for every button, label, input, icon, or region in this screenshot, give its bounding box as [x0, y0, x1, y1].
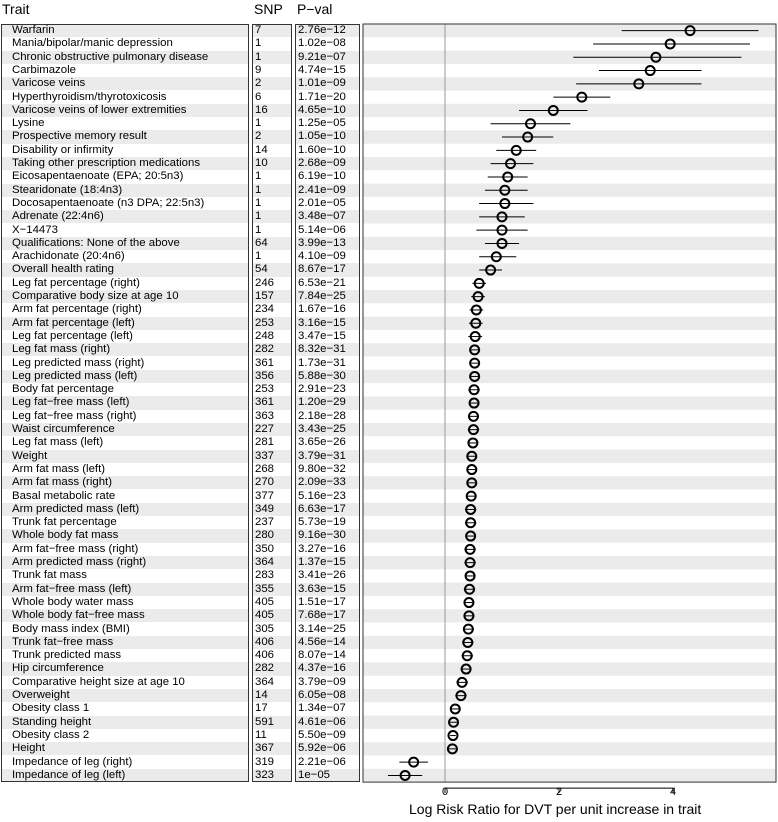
- snp-cell: 2: [252, 130, 292, 143]
- pval-cell: 1.25e−05: [295, 117, 360, 130]
- trait-cell: Basal metabolic rate: [1, 490, 249, 503]
- pval-cell: 1.05e−10: [295, 130, 360, 143]
- snp-cell: 282: [252, 662, 292, 675]
- trait-cell: Height: [1, 742, 249, 755]
- pval-cell: 3.47e−15: [295, 330, 360, 343]
- plot-row-stripe: [363, 157, 776, 170]
- pval-cell: 1.37e−15: [295, 556, 360, 569]
- snp-cell: 64: [252, 237, 292, 250]
- trait-cell: Impedance of leg (left): [1, 769, 249, 782]
- snp-cell: 1: [252, 224, 292, 237]
- snp-cell: 2: [252, 77, 292, 90]
- trait-cell: Trunk fat mass: [1, 569, 249, 582]
- snp-cell: 405: [252, 596, 292, 609]
- trait-cell: Obesity class 1: [1, 702, 249, 715]
- pval-cell: 5.92e−06: [295, 742, 360, 755]
- x-tick-label: 4: [670, 786, 677, 798]
- trait-cell: Arm predicted mass (left): [1, 503, 249, 516]
- pval-cell: 3.48e−07: [295, 210, 360, 223]
- snp-cell: 377: [252, 490, 292, 503]
- snp-cell: 1: [252, 37, 292, 50]
- pval-cell: 2.41e−09: [295, 184, 360, 197]
- pval-cell: 4.56e−14: [295, 636, 360, 649]
- trait-cell: Leg fat percentage (left): [1, 330, 249, 343]
- snp-cell: 364: [252, 676, 292, 689]
- trait-cell: Impedance of leg (right): [1, 756, 249, 769]
- pval-cell: 3.43e−25: [295, 423, 360, 436]
- snp-cell: 319: [252, 756, 292, 769]
- snp-cell: 591: [252, 716, 292, 729]
- trait-cell: Overweight: [1, 689, 249, 702]
- pval-cell: 1e−05: [295, 769, 360, 782]
- snp-cell: 406: [252, 649, 292, 662]
- snp-cell: 14: [252, 144, 292, 157]
- pval-cell: 6.05e−08: [295, 689, 360, 702]
- x-axis-label: Log Risk Ratio for DVT per unit increase in trait: [409, 801, 702, 817]
- snp-cell: 349: [252, 503, 292, 516]
- snp-cell: 7: [252, 24, 292, 37]
- snp-cell: 367: [252, 742, 292, 755]
- trait-cell: Trunk fat percentage: [1, 516, 249, 529]
- snp-cell: 1: [252, 210, 292, 223]
- snp-cell: 1: [252, 170, 292, 183]
- pval-cell: 5.50e−09: [295, 729, 360, 742]
- pval-cell: 4.61e−06: [295, 716, 360, 729]
- plot-row-stripe: [363, 396, 776, 409]
- trait-cell: Arm predicted mass (right): [1, 556, 249, 569]
- pval-cell: 2.68e−09: [295, 157, 360, 170]
- pval-cell: 3.27e−16: [295, 543, 360, 556]
- trait-cell: Comparative height size at age 10: [1, 676, 249, 689]
- plot-row-stripe: [363, 77, 776, 90]
- trait-cell: Arm fat percentage (left): [1, 317, 249, 330]
- pval-cell: 4.65e−10: [295, 104, 360, 117]
- pval-cell: 1.20e−29: [295, 396, 360, 409]
- trait-cell: Arm fat−free mass (right): [1, 543, 249, 556]
- snp-cell: 253: [252, 317, 292, 330]
- pval-cell: 2.76e−12: [295, 24, 360, 37]
- snp-cell: 1: [252, 117, 292, 130]
- trait-cell: Varicose veins: [1, 77, 249, 90]
- snp-cell: 282: [252, 343, 292, 356]
- trait-cell: Overall health rating: [1, 263, 249, 276]
- trait-cell: Leg fat−free mass (right): [1, 410, 249, 423]
- plot-row-stripe: [363, 343, 776, 356]
- trait-cell: Whole body fat−free mass: [1, 609, 249, 622]
- snp-cell: 11: [252, 729, 292, 742]
- pval-cell: 5.73e−19: [295, 516, 360, 529]
- plot-row-stripe: [363, 529, 776, 542]
- pval-cell: 2.01e−05: [295, 197, 360, 210]
- snp-cell: 227: [252, 423, 292, 436]
- snp-cell: 14: [252, 689, 292, 702]
- snp-cell: 1: [252, 51, 292, 64]
- trait-cell: Standing height: [1, 716, 249, 729]
- pval-cell: 1.34e−07: [295, 702, 360, 715]
- trait-cell: Warfarin: [1, 24, 249, 37]
- trait-cell: Eicosapentaenoate (EPA; 20:5n3): [1, 170, 249, 183]
- trait-cell: Trunk predicted mass: [1, 649, 249, 662]
- pval-cell: 6.63e−17: [295, 503, 360, 516]
- plot-row-stripe: [363, 184, 776, 197]
- snp-cell: 253: [252, 383, 292, 396]
- plot-row-stripe: [363, 769, 776, 782]
- trait-cell: Leg predicted mass (right): [1, 357, 249, 370]
- plot-row-stripe: [363, 609, 776, 622]
- trait-cell: Arm fat mass (left): [1, 463, 249, 476]
- trait-cell: Body mass index (BMI): [1, 623, 249, 636]
- trait-cell: Leg fat percentage (right): [1, 277, 249, 290]
- pval-cell: 3.99e−13: [295, 237, 360, 250]
- pval-cell: 3.79e−31: [295, 450, 360, 463]
- pval-cell: 3.16e−15: [295, 317, 360, 330]
- plot-row-stripe: [363, 450, 776, 463]
- snp-cell: 10: [252, 157, 292, 170]
- pval-cell: 1.51e−17: [295, 596, 360, 609]
- pval-cell: 2.21e−06: [295, 756, 360, 769]
- plot-row-stripe: [363, 317, 776, 330]
- trait-cell: Weight: [1, 450, 249, 463]
- plot-row-stripe: [363, 423, 776, 436]
- pval-cell: 1.67e−16: [295, 303, 360, 316]
- pval-cell: 3.41e−26: [295, 569, 360, 582]
- snp-cell: 337: [252, 450, 292, 463]
- snp-cell: 283: [252, 569, 292, 582]
- pval-cell: 8.07e−14: [295, 649, 360, 662]
- trait-cell: Arm fat percentage (right): [1, 303, 249, 316]
- trait-cell: Chronic obstructive pulmonary disease: [1, 51, 249, 64]
- snp-cell: 270: [252, 476, 292, 489]
- pval-cell: 9.21e−07: [295, 51, 360, 64]
- trait-cell: Adrenate (22:4n6): [1, 210, 249, 223]
- plot-row-stripe: [363, 556, 776, 569]
- trait-cell: Prospective memory result: [1, 130, 249, 143]
- trait-cell: Whole body fat mass: [1, 529, 249, 542]
- pval-cell: 6.19e−10: [295, 170, 360, 183]
- trait-cell: Leg fat−free mass (left): [1, 396, 249, 409]
- snp-cell: 1: [252, 197, 292, 210]
- pval-cell: 6.53e−21: [295, 277, 360, 290]
- pval-cell: 1.01e−09: [295, 77, 360, 90]
- snp-cell: 17: [252, 702, 292, 715]
- pval-cell: 9.16e−30: [295, 529, 360, 542]
- trait-cell: Obesity class 2: [1, 729, 249, 742]
- pval-cell: 7.68e−17: [295, 609, 360, 622]
- pval-cell: 5.14e−06: [295, 224, 360, 237]
- snp-cell: 234: [252, 303, 292, 316]
- pval-cell: 3.65e−26: [295, 436, 360, 449]
- snp-cell: 237: [252, 516, 292, 529]
- trait-cell: Arachidonate (20:4n6): [1, 250, 249, 263]
- plot-row-stripe: [363, 290, 776, 303]
- pval-cell: 3.79e−09: [295, 676, 360, 689]
- pval-header: P−val: [297, 1, 333, 17]
- trait-cell: Mania/bipolar/manic depression: [1, 37, 249, 50]
- trait-cell: Comparative body size at age 10: [1, 290, 249, 303]
- plot-row-stripe: [363, 130, 776, 143]
- snp-cell: 361: [252, 396, 292, 409]
- pval-cell: 3.63e−15: [295, 583, 360, 596]
- snp-cell: 361: [252, 357, 292, 370]
- trait-cell: Leg fat mass (right): [1, 343, 249, 356]
- snp-cell: 350: [252, 543, 292, 556]
- pval-cell: 3.14e−25: [295, 623, 360, 636]
- plot-row-stripe: [363, 237, 776, 250]
- snp-cell: 323: [252, 769, 292, 782]
- trait-cell: Trunk fat−free mass: [1, 636, 249, 649]
- trait-cell: Hip circumference: [1, 662, 249, 675]
- plot-row-stripe: [363, 503, 776, 516]
- plot-row-stripe: [363, 716, 776, 729]
- snp-cell: 405: [252, 609, 292, 622]
- snp-header: SNP: [254, 1, 283, 17]
- trait-cell: Arm fat−free mass (left): [1, 583, 249, 596]
- trait-cell: Disability or infirmity: [1, 144, 249, 157]
- snp-cell: 157: [252, 290, 292, 303]
- trait-cell: Stearidonate (18:4n3): [1, 184, 249, 197]
- plot-row-stripe: [363, 583, 776, 596]
- plot-row-stripe: [363, 689, 776, 702]
- pval-cell: 1.60e−10: [295, 144, 360, 157]
- trait-cell: Varicose veins of lower extremities: [1, 104, 249, 117]
- snp-cell: 9: [252, 64, 292, 77]
- x-tick-label: 0: [442, 786, 449, 798]
- pval-cell: 1.02e−08: [295, 37, 360, 50]
- snp-cell: 248: [252, 330, 292, 343]
- trait-cell: Waist circumference: [1, 423, 249, 436]
- trait-cell: X−14473: [1, 224, 249, 237]
- trait-cell: Whole body water mass: [1, 596, 249, 609]
- snp-cell: 1: [252, 184, 292, 197]
- trait-cell: Qualifications: None of the above: [1, 237, 249, 250]
- pval-cell: 4.37e−16: [295, 662, 360, 675]
- plot-row-stripe: [363, 263, 776, 276]
- trait-cell: Arm fat mass (right): [1, 476, 249, 489]
- plot-row-stripe: [363, 370, 776, 383]
- plot-row-stripe: [363, 742, 776, 755]
- pval-cell: 1.73e−31: [295, 357, 360, 370]
- snp-cell: 6: [252, 91, 292, 104]
- plot-row-stripe: [363, 636, 776, 649]
- trait-cell: Leg fat mass (left): [1, 436, 249, 449]
- trait-cell: Leg predicted mass (left): [1, 370, 249, 383]
- plot-row-stripe: [363, 476, 776, 489]
- snp-cell: 281: [252, 436, 292, 449]
- pval-cell: 9.80e−32: [295, 463, 360, 476]
- trait-cell: Hyperthyroidism/thyrotoxicosis: [1, 91, 249, 104]
- snp-cell: 16: [252, 104, 292, 117]
- pval-cell: 4.74e−15: [295, 64, 360, 77]
- pval-cell: 2.09e−33: [295, 476, 360, 489]
- trait-cell: Lysine: [1, 117, 249, 130]
- pval-cell: 2.91e−23: [295, 383, 360, 396]
- snp-cell: 1: [252, 250, 292, 263]
- pval-cell: 4.10e−09: [295, 250, 360, 263]
- snp-cell: 406: [252, 636, 292, 649]
- snp-cell: 305: [252, 623, 292, 636]
- pval-cell: 1.71e−20: [295, 91, 360, 104]
- pval-cell: 5.88e−30: [295, 370, 360, 383]
- x-tick-label: 2: [556, 786, 563, 798]
- trait-cell: Carbimazole: [1, 64, 249, 77]
- snp-cell: 246: [252, 277, 292, 290]
- trait-cell: Docosapentaenoate (n3 DPA; 22:5n3): [1, 197, 249, 210]
- trait-cell: Body fat percentage: [1, 383, 249, 396]
- pval-cell: 5.16e−23: [295, 490, 360, 503]
- trait-header: Trait: [2, 1, 30, 17]
- pval-cell: 2.18e−28: [295, 410, 360, 423]
- snp-cell: 54: [252, 263, 292, 276]
- snp-cell: 364: [252, 556, 292, 569]
- pval-cell: 8.67e−17: [295, 263, 360, 276]
- snp-cell: 268: [252, 463, 292, 476]
- plot-row-stripe: [363, 210, 776, 223]
- plot-row-stripe: [363, 662, 776, 675]
- snp-cell: 363: [252, 410, 292, 423]
- snp-cell: 280: [252, 529, 292, 542]
- pval-cell: 7.84e−25: [295, 290, 360, 303]
- pval-cell: 8.32e−31: [295, 343, 360, 356]
- snp-cell: 356: [252, 370, 292, 383]
- snp-cell: 355: [252, 583, 292, 596]
- trait-cell: Taking other prescription medications: [1, 157, 249, 170]
